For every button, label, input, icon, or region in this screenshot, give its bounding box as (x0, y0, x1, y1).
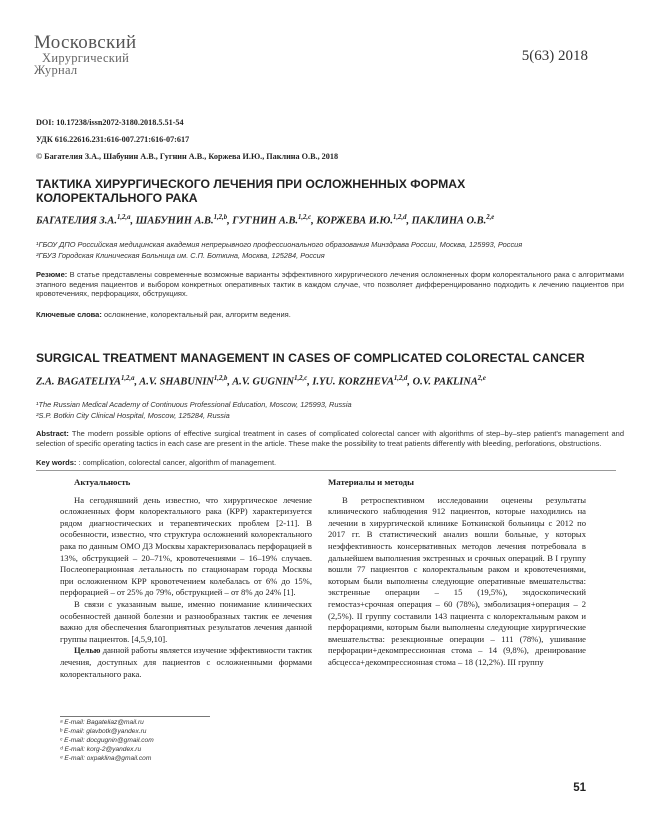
logo-line-1: Московский (34, 32, 137, 53)
author: A.V. SHABUNIN (139, 376, 214, 388)
heading-relevance: Актуальность (74, 477, 131, 487)
author-sup: 2,e (486, 214, 495, 221)
issue-number: 5(63) 2018 (521, 48, 588, 64)
author-sup: 1,2,a (120, 375, 135, 382)
right-column (328, 477, 586, 669)
affiliation-ru-1: ¹ГБОУ ДПО Российская медицинская академия непрерывного профессионального образования Минздрава России, Москва, 125993, Россия (36, 240, 523, 249)
footnote-email: ᵈ E-mail: korg-2@yandex.ru (60, 746, 142, 753)
abstract-en-label: Abstract: (36, 429, 69, 438)
authors-ru: БАГАТЕЛИЯ З.А.$^{1,2,a}$, ШАБУНИН А.В.$^{1,2,b}$, ГУГНИН А.В.$^{1,2,c}$, КОРЖЕВА И.Ю.$^{1,2,d}$, ПАКЛИНА О.В.$^{2,e}$ (36, 214, 495, 227)
logo-line-2: Хирургический (42, 51, 130, 65)
paragraph: В ретроспективном исследовании оценены результаты клинического наблюдения 912 пациентов, которые находились на лечении в хирургической клинике Боткинской больницы с 2012 по 2017 гг. В статистический анализ вошли больные, у которых неэффективность консервативных методов лечения потребовала в дальнейшем выполнения экстренных и срочных операций. В I группу вошли 77 пациентов с колоректальным раком и кровотечениями, которым были выполнены следующие оперативные вмешательства: экстренные операции – 15 (19,5%), эндоскопический гемостаз+срочная операция – 60 (78%), эмболизация+операция – 2 (2,5%). II группу составили 143 пациента с колоректальным раком и перфорациями, которым были выполнены следующие хирургические вмешательства: резекционные операции – 111 (78%), ушивание перфорации+декомпрессионная стома – 14 (9,8%), дренирование абсцесса+декомпрессионная стома – 18 (12,2%). III группу (328, 494, 586, 667)
paragraph: В связи с указанным выше, именно понимание клинических особенностей данной болезни и разнообразных тактик ее лечения важно для обеспечения благоприятных результатов лечения данной группы пациентов. [4,5,9,10]. (60, 598, 312, 644)
paragraph: На сегодняшний день известно, что хирургическое лечение осложненных форм колоректального рака (КРР) характеризуется рядом диагностических и терапевтических проблем [2-11]. В особенности, известно, что структура осложнений колоректального рака по данным ОМО ДЗ Москвы характеризовалась перфорацией в 13%, обструкцией – 20–71%, кровотечениями – 16–19% случаев. Послеоперационная летальность по стационарам города Москвы при осложненном КРР кровотечением колебалась от 6% до 15%, перфорацией – от 25% до 79%, обструкцией – от 8% до 24% [1]. (60, 494, 312, 598)
author: O.V. PAKLINA (412, 376, 478, 388)
heading-methods: Материалы и методы (328, 477, 414, 487)
author-sup: 1,2,d (393, 375, 408, 382)
keywords-ru-label: Ключевые слова: (36, 310, 102, 319)
title-ru-line2: КОЛОРЕКТАЛЬНОГО РАКА (36, 191, 198, 205)
abstract-ru (36, 270, 624, 299)
abstract-en (36, 429, 624, 448)
abstract-ru-label: Резюме: (36, 270, 68, 279)
affiliation-ru-2: ²ГБУЗ Городская Клиническая Больница им. С.П. Боткина, Москва, 125284, Россия (36, 251, 325, 260)
author-sup: 1,2,b (213, 375, 228, 382)
footnote-email: ᵉ E-mail: oxpaklina@gmail.com (60, 755, 152, 762)
author: ПАКЛИНА О.В. (411, 215, 487, 227)
doi: DOI: 10.17238/issn2072-3180.2018.5.51-54 (36, 118, 184, 127)
abstract-en-text: The modern possible options of effective surgical treatment in cases of complicated colorectal cancer with algorithms of step–by–step patient's management and selection of specific operating tactics in each case are present in the article. These make the possibility to treat patients differently with bleeding, perforations, obstructions. (36, 429, 624, 448)
author: Z.A. BAGATELIYA (36, 376, 121, 388)
logo-line-3: Журнал (34, 63, 78, 77)
left-column (60, 477, 312, 680)
keywords-ru (36, 310, 624, 320)
author-sup: 1,2,b (213, 214, 228, 221)
abstract-ru-text: В статье представлены современные возможные варианты эффективного хирургического лечения осложненных форм колоректального рака с алгоритмами этапного ведения пациентов и выбором конкретных оперативных тактик в каждом случае, что позволяет дифференцированно подходить к лечению пациентов при кровотечениях, перфорациях, обструкциях. (36, 270, 624, 299)
paragraph (60, 645, 312, 680)
author: A.V. GUGNIN (232, 376, 295, 388)
footnote-email: ᵃ E-mail: Bagateliaz@mail.ru (60, 719, 144, 726)
title-ru (36, 177, 596, 205)
section-divider (36, 470, 616, 471)
footnote-email: ᶜ E-mail: docgugnin@gmail.com (60, 737, 154, 744)
author-sup: 1,2,c (297, 214, 312, 221)
keywords-ru-text: осложнение, колоректальный рак, алгоритм ведения. (103, 310, 291, 319)
author-sup: 1,2,d (392, 214, 407, 221)
keywords-en-label: Key words: (36, 458, 77, 467)
title-en: SURGICAL TREATMENT MANAGEMENT IN CASES OF COMPLICATED COLORECTAL CANCER (36, 351, 585, 365)
authors-en: Z.A. BAGATELIYA$^{1,2,a}$, A.V. SHABUNIN$^{1,2,b}$, A.V. GUGNIN$^{1,2,c}$, I.YU. KORZHEVA$^{1,2,d}$, O.V. PAKLINA$^{2,e}$ (36, 375, 486, 388)
author-sup: 2,e (477, 375, 486, 382)
footnote-rule (60, 716, 210, 717)
author: КОРЖЕВА И.Ю. (316, 215, 393, 227)
keywords-en (36, 458, 624, 468)
udk: УДК 616.22616.231:616-007.271:616-07:617 (36, 135, 190, 144)
author-sup: 1,2,c (294, 375, 308, 382)
author: ШАБУНИН А.В. (135, 215, 214, 227)
goal-text: данной работы является изучение эффективности тактик лечения, доступных для пациентов с осложненными формами колоректального рака. (60, 645, 312, 679)
footnote-email: ᵇ E-mail: glavbotk@yandex.ru (60, 728, 147, 735)
keywords-en-text: : complication, colorectal cancer, algorithm of management. (78, 458, 277, 467)
author-sup: 1,2,a (116, 214, 131, 221)
author: I.YU. KORZHEVA (312, 376, 394, 388)
title-ru-line1: ТАКТИКА ХИРУРГИЧЕСКОГО ЛЕЧЕНИЯ ПРИ ОСЛОЖНЕННЫХ ФОРМАХ (36, 177, 466, 191)
page-number: 51 (573, 782, 586, 794)
affiliation-en-1: ¹The Russian Medical Academy of Continuous Professional Education, Moscow, 125993, Russia (36, 400, 352, 409)
goal-label: Целью (74, 645, 101, 656)
author: БАГАТЕЛИЯ З.А. (36, 215, 117, 227)
journal-logo (34, 32, 174, 80)
author: ГУГНИН А.В. (232, 215, 298, 227)
affiliation-en-2: ²S.P. Botkin City Clinical Hospital, Moscow, 125284, Russia (36, 411, 230, 420)
copyright: © Багателия З.А., Шабунин А.В., Гугнин А.В., Коржева И.Ю., Паклина О.В., 2018 (36, 152, 339, 161)
